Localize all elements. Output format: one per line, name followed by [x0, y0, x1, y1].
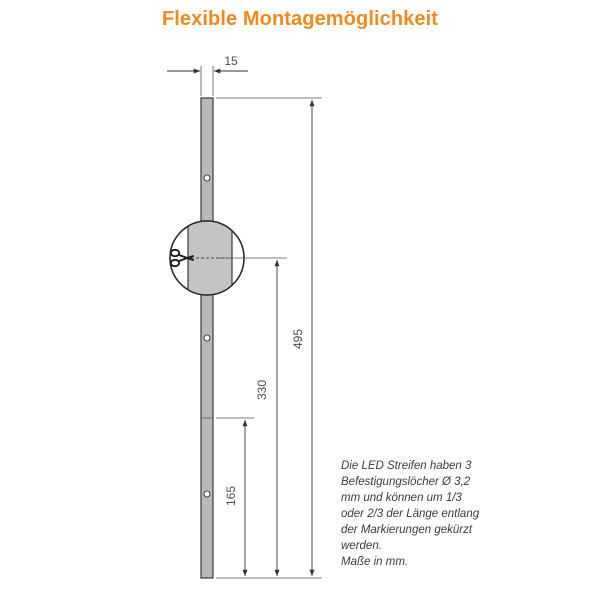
note-line: Befestigungslöcher Ø 3,2 [341, 476, 471, 488]
width-dimension-label: 15 [224, 54, 238, 68]
note-line: Die LED Streifen haben 3 [341, 460, 472, 472]
total-length-label: 495 [291, 328, 305, 350]
mounting-note [341, 458, 541, 570]
note-line: werden. [341, 540, 382, 552]
note-line: der Markierungen gekürzt [341, 524, 473, 536]
mounting-hole-top [204, 175, 210, 181]
led-strip [201, 98, 213, 578]
mounting-hole-bottom [204, 491, 210, 497]
one-third-label: 165 [224, 485, 238, 507]
total-length-dimension [291, 100, 312, 576]
mounting-hole-middle [204, 335, 210, 341]
two-thirds-label: 330 [255, 379, 269, 401]
one-third-dimension [224, 420, 245, 576]
page-title: Flexible Montagemöglichkeit [161, 8, 439, 30]
note-line: Maße in mm. [341, 556, 409, 568]
width-dimension [167, 54, 248, 96]
two-thirds-dimension [255, 260, 277, 576]
note-line: oder 2/3 der Länge entlang [341, 508, 480, 520]
note-line: mm und können um 1/3 [341, 492, 462, 504]
